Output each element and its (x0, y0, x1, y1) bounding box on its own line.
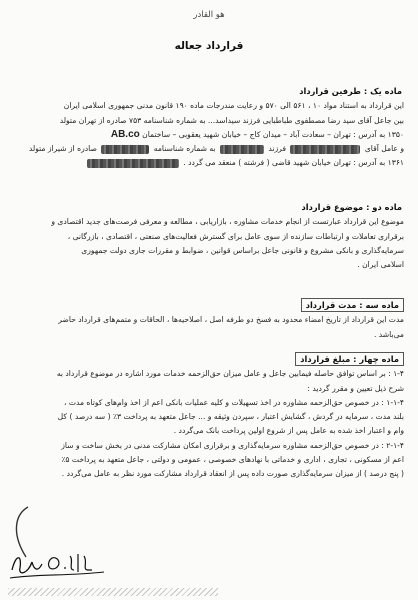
article-subject-line-3: سرمایه‌گذاری و بانکی مشروع و قانونی جاعل براساس قوانین ، ضوابط و مقررات جاری دولت جمهوری (81, 245, 404, 255)
article-amount-heading: ماده چهار : مبلغ قرارداد (295, 352, 404, 366)
article-amount-line-3: ۱-۱-۴ : در خصوص حق‌الزحمه مشاوره در اخذ تسهیلات و کلیه عملیات بانکی اعم از اخذ وام‌های کوتاه مدت ، (63, 397, 404, 407)
redacted-agent-name (290, 145, 360, 154)
article-amount-line-4: بلند مدت ، سرمایه در گردش ، گشایش اعتبار ، سپردن وثیقه و ... جاعل متعهد به پرداخت ۳٪ ( سه درصد ) کل (57, 412, 404, 422)
article-duration-line-2: می‌باشد . (373, 329, 404, 339)
id-label: به شماره شناسنامه (153, 144, 216, 154)
invocation-text: هو القادر (193, 10, 225, 20)
article-parties-heading: ماده یک : طرفین قرارداد (299, 86, 402, 96)
article-subject-line-4: اسلامی ایران . (357, 260, 404, 270)
redacted-address (87, 159, 179, 168)
article-subject-heading: ماده دو : موضوع قرارداد (301, 202, 402, 212)
article-parties (14, 84, 404, 171)
redacted-father-name (220, 145, 264, 154)
article-duration-heading: ماده سه : مدت قرارداد (301, 298, 404, 312)
agent-label: و عامل آقای (364, 144, 404, 154)
document-title: قرارداد جعاله (174, 40, 244, 52)
article-amount-line-5: وام و اعتبار اخذ شده به عامل پس از شروع اولین پرداخت بانک می‌گردد . (173, 426, 404, 436)
article-parties-line-3 (14, 128, 404, 142)
article-amount-line-6: ۲-۱-۴ : در خصوص حق‌الزحمه مشاوره سرمایه‌گذاری و برقراری امکان مشارکت مدنی در بخش ساخت و ساز (61, 440, 404, 450)
article-parties-line-4 (14, 142, 404, 156)
agent-address-text: ۱۳۶۱ به آدرس : تهران خیابان شهید قاضی ( فرشته ) منعقد می گردد . (183, 158, 404, 168)
company-name: AB.co (110, 128, 140, 140)
article-amount-line-8: ( پنج درصد ) از میزان سرمایه‌گذاری صورت داده پس از انعقاد قرارداد مشارکت مورد نظر به عامل می‌گردد . (61, 469, 404, 479)
redacted-id-number (101, 145, 149, 154)
article-amount-line-2: شرح ذیل تعیین و مقرر گردید : (307, 383, 404, 393)
article-amount-line-1: ۱-۴ : بر اساس توافق حاصله فیمابین جاعل و عامل میزان حق‌الزحمه خدمات مورد اشاره در موضوع قرارداد به (56, 369, 404, 379)
article-parties-address-text: ۱۳۵۰ به آدرس : تهران – سعادت آباد – میدان کاج – خیابان شهید یعقوبی – ساختمان (142, 129, 404, 139)
handwritten-signature (8, 548, 108, 582)
article-subject (14, 200, 404, 272)
father-label: فرزند (268, 144, 286, 154)
article-duration-line-1: مدت این قرارداد از تاریخ امضاء محدود به فسخ دو طرفه اصل ، اصلاحیه‌ها ، الحاقات و متمم‌های قرارداد حاضر (58, 315, 404, 325)
bottom-shading-strip (8, 588, 218, 596)
article-subject-line-2: برقراری تعاملات و ارتباطات سازنده از سوی عامل برای گسترش فعالیت‌های صنعتی ، اقتصادی ، بازرگانی ، (67, 231, 404, 241)
article-parties-line-1: این قرارداد به استناد مواد ۱۰ ، ۵۶۱ الی ۵۷۰ و رعایت مندرجات ماده ۱۹۰ قانون مدنی جمهوری اسلامی ایران (63, 101, 404, 111)
article-amount-line-7: اعم از مسکونی ، تجاری ، اداری و خدماتی با نهادهای خصوصی ، عمومی و دولتی ، جاعل متعهد به پرداخت ۵٪ (61, 455, 404, 465)
article-amount (14, 352, 404, 482)
article-parties-line-2: بین جاعل آقای سید رضا مصطفوی طباطبایی فرزند سیداسد... به شماره شناسنامه ۷۵۳ صادره از تهران متولد (59, 115, 404, 125)
birthplace-text: صادره از شیراز متولد (28, 144, 97, 154)
article-subject-line-1: موضوع این قرارداد عبارتست از انجام خدمات مشاوره ، بازاریابی ، مطالعه و معرفی فرصت‌های جدید اقتصادی و (51, 217, 404, 227)
article-parties-line-5 (14, 156, 404, 170)
article-duration (14, 298, 404, 342)
